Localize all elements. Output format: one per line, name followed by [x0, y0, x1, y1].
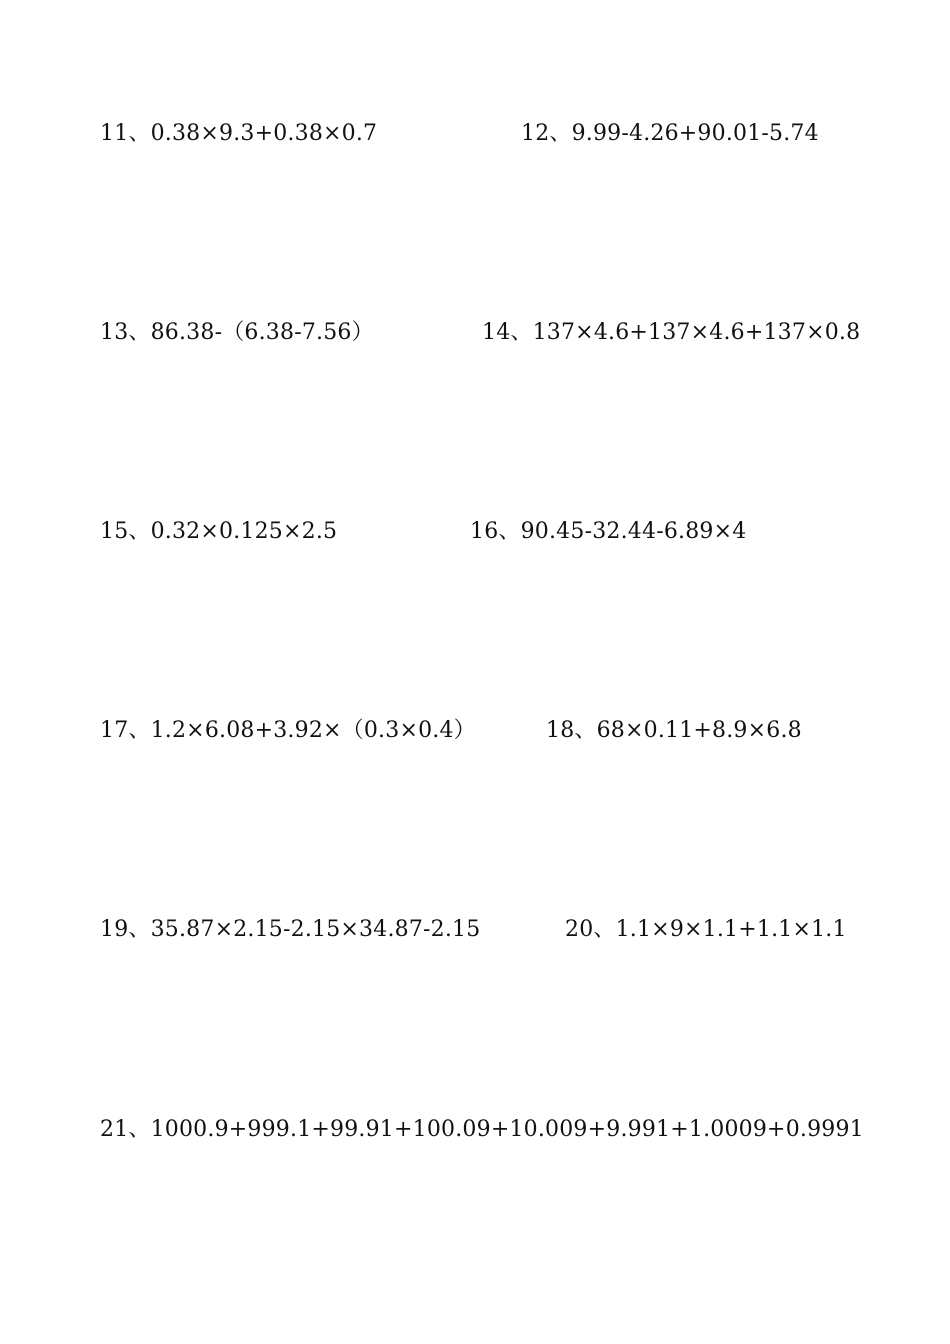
problem-18: 18、68×0.11+8.9×6.8 — [546, 718, 802, 743]
problem-15: 15、0.32×0.125×2.5 — [100, 519, 338, 544]
problem-13: 13、86.38-（6.38-7.56） — [100, 320, 374, 345]
problem-11: 11、0.38×9.3+0.38×0.7 — [100, 121, 378, 146]
problem-20: 20、1.1×9×1.1+1.1×1.1 — [565, 917, 847, 942]
problem-21: 21、1000.9+999.1+99.91+100.09+10.009+9.991+1.0009+0.9991 — [100, 1117, 864, 1142]
problem-12: 12、9.99-4.26+90.01-5.74 — [521, 121, 819, 146]
problem-16: 16、90.45-32.44-6.89×4 — [470, 519, 747, 544]
problem-19: 19、35.87×2.15-2.15×34.87-2.15 — [100, 917, 481, 942]
problem-14: 14、137×4.6+137×4.6+137×0.8 — [482, 320, 861, 345]
problem-17: 17、1.2×6.08+3.92×（0.3×0.4） — [100, 718, 476, 743]
